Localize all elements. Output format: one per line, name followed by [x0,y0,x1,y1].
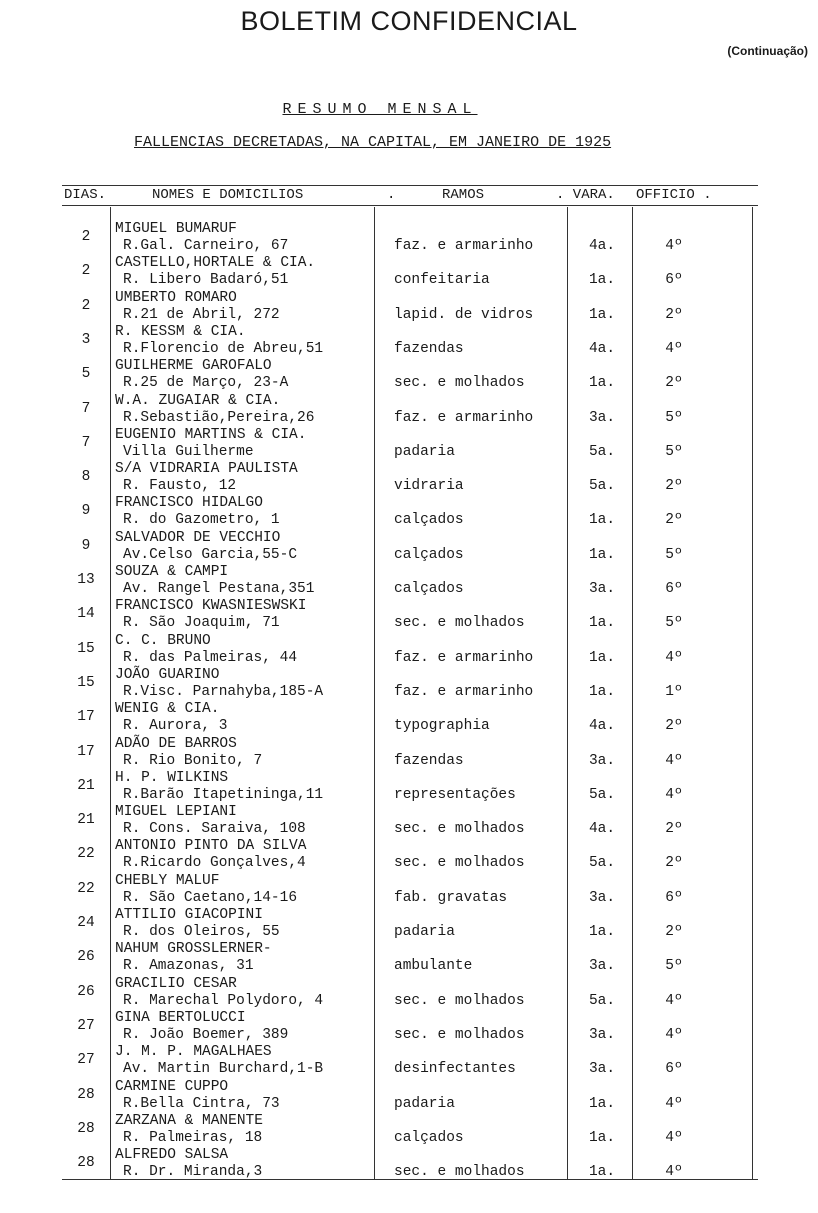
row-vara: 3a. [588,958,616,975]
row-ramo: desinfectantes [394,1061,516,1078]
row-dia: 9 [81,537,91,554]
row-name: CARMINE CUPPO [115,1078,229,1095]
row-dia: 22 [77,880,95,897]
table-row [62,1113,758,1147]
row-dia: 27 [77,1052,95,1069]
row-address: Av.Celso Garcia,55-C [123,546,298,563]
row-officio: 2º [665,821,683,838]
table-row [62,873,758,907]
table-row [62,701,758,735]
row-name: FRANCISCO KWASNIESWSKI [115,598,307,615]
row-name: MIGUEL BUMARUF [115,221,237,237]
row-vara: 5a. [588,478,616,495]
row-dia: 9 [81,503,91,520]
row-vara: 3a. [588,409,616,426]
row-name: ALFREDO SALSA [115,1147,229,1164]
row-address: R. das Palmeiras, 44 [123,649,298,666]
row-name: WENIG & CIA. [115,701,220,718]
row-dia: 3 [81,331,91,348]
row-officio: 2º [665,306,683,323]
row-officio: 2º [665,855,683,872]
row-vara: 4a. [588,821,616,838]
row-address: R.Florencio de Abreu,51 [123,340,324,357]
row-ramo: padaria [394,1095,455,1112]
row-ramo: representações [394,786,516,803]
table-row [62,324,758,358]
table-row [62,770,758,804]
row-address: R. Amazonas, 31 [123,958,254,975]
row-address: R. Aurora, 3 [123,718,228,735]
row-name: SALVADOR DE VECCHIO [115,529,281,546]
row-ramo: confeitaria [394,272,490,289]
row-ramo: sec. e molhados [394,375,525,392]
row-officio: 4º [665,1095,683,1112]
row-dia: 28 [77,1155,95,1172]
row-ramo: faz. e armarinho [394,409,534,426]
row-dia: 28 [77,1120,95,1137]
row-dia: 13 [77,572,95,588]
row-name: EUGENIO MARTINS & CIA. [115,426,307,443]
row-officio: 4º [665,1164,683,1181]
row-dia: 5 [81,366,91,383]
row-ramo: calçados [394,512,464,529]
row-officio: 5º [665,546,683,563]
row-dia: 2 [81,229,91,245]
table-row [62,838,758,872]
row-dia: 2 [81,297,91,314]
row-ramo: faz. e armarinho [394,649,534,666]
row-officio: 6º [665,581,683,597]
table-header [62,187,758,207]
table-row [62,736,758,770]
row-vara: 1a. [588,512,616,529]
row-officio: 2º [665,512,683,529]
row-officio: 4º [665,340,683,357]
row-ramo: fazendas [394,340,464,357]
column-header-ramos: RAMOS [442,187,485,203]
row-officio: 5º [665,615,683,632]
table-row [62,564,758,598]
row-dia: 15 [77,674,95,691]
row-ramo: lapid. de vidros [394,306,534,323]
row-officio: 1º [665,683,683,700]
row-address: R. Marechal Polydoro, 4 [123,992,324,1009]
row-vara: 5a. [588,443,616,460]
row-address: Villa Guilherme [123,443,254,460]
row-officio: 6º [665,1061,683,1078]
row-address: R. Fausto, 12 [123,478,237,495]
row-dia: 15 [77,640,95,657]
row-vara: 1a. [588,375,616,392]
row-ramo: ambulante [394,958,473,975]
row-address: R.Sebastião,Pereira,26 [123,409,315,426]
row-dia: 17 [77,709,95,726]
row-ramo: calçados [394,581,464,597]
row-dia: 17 [77,743,95,760]
row-dia: 28 [77,1086,95,1103]
row-address: R.Barão Itapetininga,11 [123,786,324,803]
row-address: R. São Joaquim, 71 [123,615,280,632]
row-address: R. dos Oleiros, 55 [123,924,280,940]
row-name: MIGUEL LEPIANI [115,804,237,821]
row-name: C. C. BRUNO [115,632,211,649]
row-vara: 1a. [588,306,616,323]
row-vara: 5a. [588,786,616,803]
row-vara: 1a. [588,1164,616,1181]
table-row [62,530,758,564]
row-name: H. P. WILKINS [115,769,229,786]
row-name: ANTONIO PINTO DA SILVA [115,838,307,855]
table-row [62,358,758,392]
table-row [62,255,758,289]
row-name: S/A VIDRARIA PAULISTA [115,461,298,478]
row-vara: 3a. [588,889,616,906]
table-row [62,1044,758,1078]
column-header-nomes: NOMES E DOMICILIOS [152,187,304,203]
row-address: R. São Caetano,14-16 [123,889,298,906]
row-officio: 5º [665,443,683,460]
row-name: ADÃO DE BARROS [115,735,237,752]
row-ramo: faz. e armarinho [394,238,534,254]
row-address: R.21 de Abril, 272 [123,306,280,323]
row-dia: 14 [77,606,95,623]
row-dia: 21 [77,812,95,829]
row-name: GINA BERTOLUCCI [115,1009,246,1026]
row-address: R. João Boemer, 389 [123,1026,289,1043]
row-vara: 4a. [588,718,616,735]
row-officio: 2º [665,924,683,940]
row-vara: 3a. [588,1061,616,1078]
row-officio: 4º [665,649,683,666]
column-header-vara: . VARA. [556,187,615,203]
row-dia: 2 [81,263,91,280]
row-name: W.A. ZUGAIAR & CIA. [115,392,281,409]
row-dia: 24 [77,915,95,931]
row-ramo: fazendas [394,752,464,769]
table-top-rule [62,185,758,186]
row-ramo: sec. e molhados [394,1026,525,1043]
table-row [62,221,758,255]
row-address: R. do Gazometro, 1 [123,512,280,529]
row-name: FRANCISCO HIDALGO [115,495,263,512]
row-vara: 5a. [588,855,616,872]
row-vara: 1a. [588,924,616,940]
row-name: CHEBLY MALUF [115,872,220,889]
table-row [62,290,758,324]
row-dia: 8 [81,469,91,486]
row-dia: 7 [81,434,91,451]
table-header-rule [62,205,758,206]
row-officio: 6º [665,272,683,289]
row-address: R. Cons. Saraiva, 108 [123,821,306,838]
table-row [62,495,758,529]
row-ramo: sec. e molhados [394,615,525,632]
continuation-label: (Continuação) [727,44,808,58]
table-row [62,1147,758,1181]
table-row [62,907,758,941]
row-name: ZARZANA & MANENTE [115,1112,263,1129]
table-bottom-rule [62,1179,758,1180]
row-vara: 3a. [588,752,616,769]
row-address: R.Gal. Carneiro, 67 [123,238,289,254]
row-officio: 4º [665,786,683,803]
row-ramo: padaria [394,924,455,940]
row-vara: 1a. [588,649,616,666]
row-name: R. KESSM & CIA. [115,323,246,340]
row-officio: 2º [665,478,683,495]
row-name: J. M. P. MAGALHAES [115,1044,272,1061]
row-ramo: fab. gravatas [394,889,508,906]
row-officio: 4º [665,752,683,769]
row-ramo: padaria [394,443,455,460]
row-dia: 21 [77,777,95,794]
table-row [62,598,758,632]
row-officio: 4º [665,238,683,254]
row-address: R. Dr. Miranda,3 [123,1164,263,1181]
table-row [62,941,758,975]
row-vara: 1a. [588,615,616,632]
table-row [62,667,758,701]
row-dia: 27 [77,1017,95,1034]
row-dia: 26 [77,983,95,1000]
row-officio: 2º [665,375,683,392]
table-row [62,461,758,495]
row-officio: 4º [665,992,683,1009]
row-ramo: sec. e molhados [394,992,525,1009]
row-ramo: sec. e molhados [394,1164,525,1181]
row-vara: 1a. [588,272,616,289]
row-address: R. Palmeiras, 18 [123,1129,263,1146]
row-vara: 1a. [588,1129,616,1146]
row-name: GRACILIO CESAR [115,975,237,992]
row-ramo: sec. e molhados [394,855,525,872]
row-vara: 4a. [588,238,616,254]
page-title: BOLETIM CONFIDENCIAL [240,6,578,36]
row-ramo: sec. e molhados [394,821,525,838]
table-row [62,393,758,427]
row-dia: 26 [77,949,95,966]
row-dia: 7 [81,400,91,417]
row-officio: 5º [665,958,683,975]
row-ramo: calçados [394,546,464,563]
row-officio: 4º [665,1129,683,1146]
row-address: R.Visc. Parnahyba,185-A [123,683,324,700]
row-name: ATTILIO GIACOPINI [115,907,263,923]
row-officio: 4º [665,1026,683,1043]
section-heading: RESUMO MENSAL [282,101,478,118]
row-vara: 1a. [588,683,616,700]
row-name: UMBERTO ROMARO [115,289,237,306]
table-row [62,804,758,838]
table-row [62,1079,758,1113]
table-row [62,427,758,461]
row-vara: 5a. [588,992,616,1009]
row-officio: 6º [665,889,683,906]
table-row [62,976,758,1010]
row-dia: 22 [77,846,95,863]
row-name: JOÃO GUARINO [115,666,220,683]
row-name: SOUZA & CAMPI [115,564,229,580]
row-address: Av. Rangel Pestana,351 [123,581,315,597]
row-officio: 2º [665,718,683,735]
row-vara: 1a. [588,546,616,563]
row-ramo: calçados [394,1129,464,1146]
row-address: Av. Martin Burchard,1-B [123,1061,324,1078]
row-address: R.Bella Cintra, 73 [123,1095,280,1112]
row-address: R.25 de Março, 23-A [123,375,289,392]
row-address: R. Rio Bonito, 7 [123,752,263,769]
row-address: R. Libero Badaró,51 [123,272,289,289]
row-vara: 3a. [588,1026,616,1043]
column-header-officio: OFFICIO . [636,187,712,203]
row-ramo: vidraria [394,478,464,495]
column-header-dias: DIAS. [64,187,107,203]
row-name: NAHUM GROSSLERNER- [115,941,272,958]
section-subtitle: FALLENCIAS DECRETADAS, NA CAPITAL, EM JANEIRO DE 1925 [134,134,612,151]
row-name: CASTELLO,HORTALE & CIA. [115,255,316,272]
row-ramo: typographia [394,718,490,735]
table-row [62,633,758,667]
row-address: R.Ricardo Gonçalves,4 [123,855,306,872]
row-vara: 4a. [588,340,616,357]
row-name: GUILHERME GAROFALO [115,358,272,375]
row-vara: 1a. [588,1095,616,1112]
column-header-dot: . [387,187,396,203]
row-ramo: faz. e armarinho [394,683,534,700]
table-row [62,1010,758,1044]
row-officio: 5º [665,409,683,426]
row-vara: 3a. [588,581,616,597]
